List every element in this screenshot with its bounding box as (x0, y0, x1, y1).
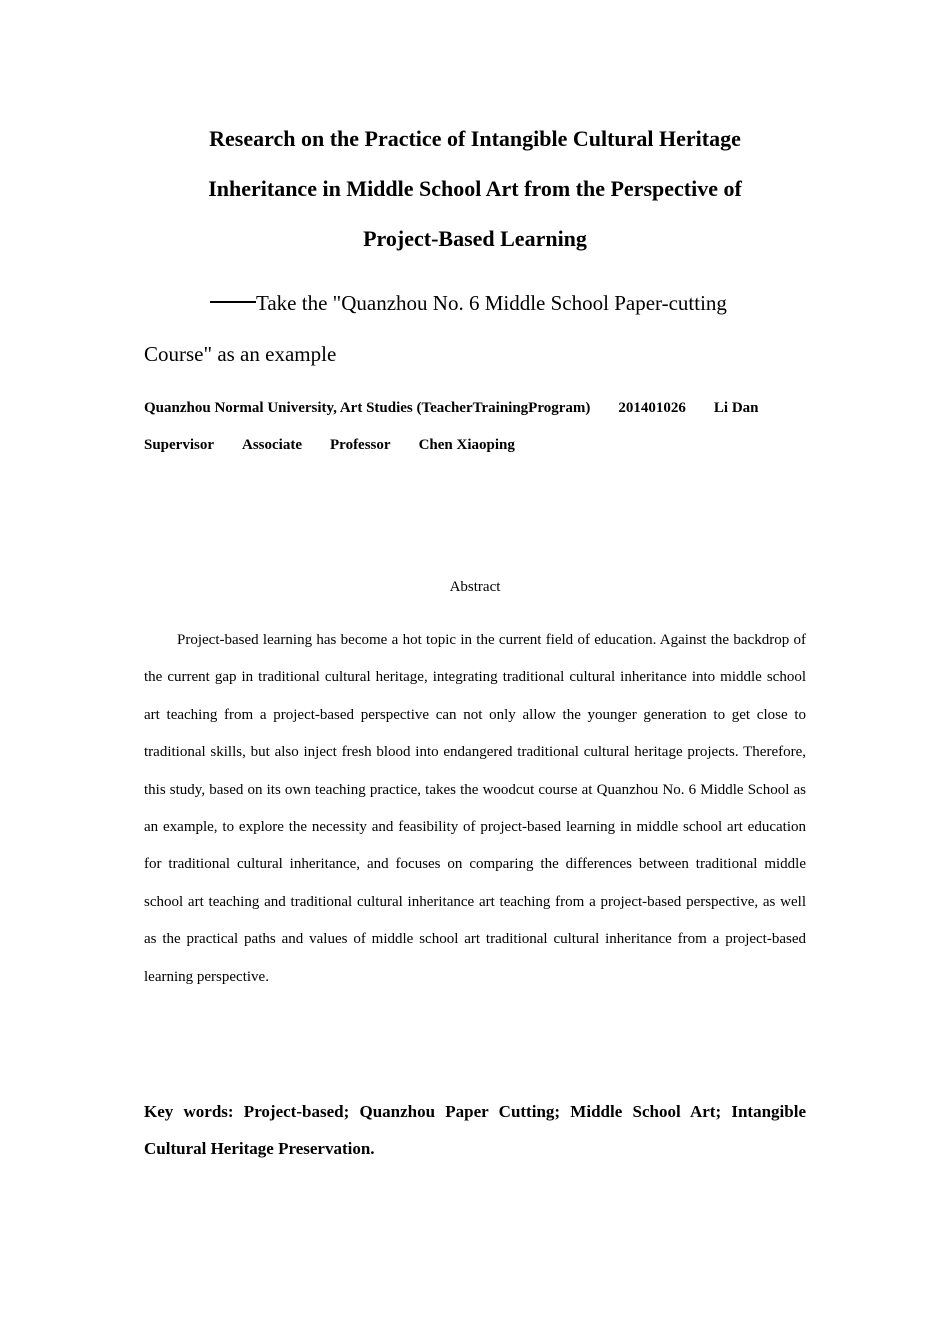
title-line-2: Inheritance in Middle School Art from the Perspective of (208, 176, 742, 201)
abstract-body: Project-based learning has become a hot topic in the current field of education. Against the backdrop of the current gap in traditional cultural heritage, integrating traditional cultural inheritance into middle school art teaching from a project-based perspective can not only allow the younger generation to get close to traditional skills, but also inject fresh blood into endangered traditional cultural heritage projects. Therefore, this study, based on its own teaching practice, takes the woodcut course at Quanzhou No. 6 Middle School as an example, to explore the necessity and feasibility of project-based learning in middle school art education for traditional cultural inheritance, and focuses on comparing the differences between traditional middle school art teaching and traditional cultural inheritance art teaching from a project-based perspective, as well as the practical paths and values of middle school art traditional cultural inheritance from a project-based learning perspective. (144, 632, 806, 985)
supervisor-rank-1: Associate (242, 437, 303, 453)
title-line-1: Research on the Practice of Intangible Cultural Heritage (209, 126, 741, 151)
keywords: Key words: Project-based; Quanzhou Paper Cutting; Middle School Art; Intangible Cultural Heritage Preservation. (144, 1102, 806, 1158)
author-name: Li Dan (713, 400, 759, 416)
supervisor-rank-2: Professor (330, 437, 391, 453)
supervisor-name: Chen Xiaoping (418, 437, 515, 453)
supervisor-line (144, 427, 824, 464)
subtitle-line-1-text: Take the "Quanzhou No. 6 Middle School Paper-cutting (256, 291, 727, 315)
author-block (144, 390, 824, 464)
author-student-id: 201401026 (618, 400, 686, 416)
em-dash-rule (210, 301, 256, 303)
supervisor-label: Supervisor (144, 437, 215, 453)
paper-title (144, 114, 806, 264)
title-line-3: Project-Based Learning (363, 226, 587, 251)
author-affiliation: Quanzhou Normal University, Art Studies (TeacherTrainingProgram) (144, 400, 591, 416)
author-line (144, 390, 824, 427)
subtitle-line-2: Course" as an example (144, 342, 337, 366)
abstract-heading: Abstract (449, 579, 501, 595)
paper-subtitle (144, 278, 806, 380)
subtitle-line-1 (144, 278, 806, 329)
